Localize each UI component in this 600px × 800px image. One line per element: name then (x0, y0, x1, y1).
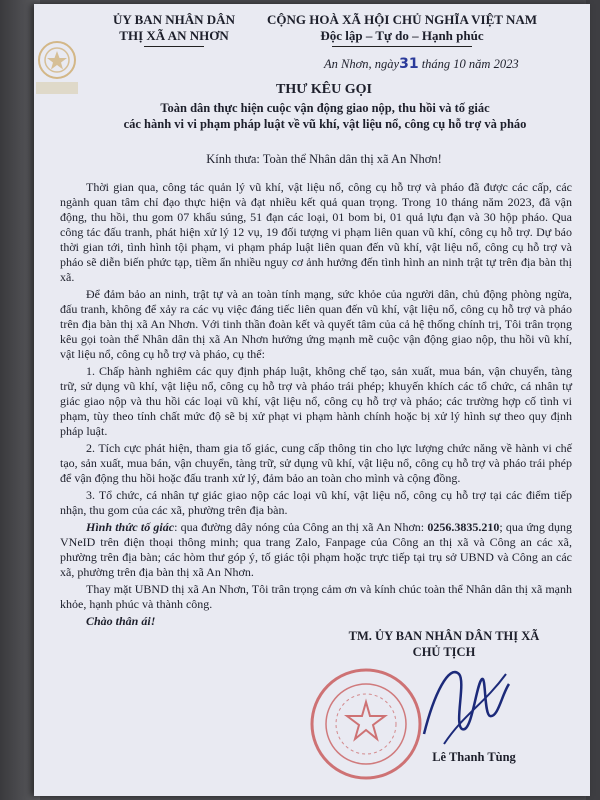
signatory-org: TM. ỦY BAN NHÂN DÂN THỊ XÃ (348, 629, 540, 643)
thanks-paragraph: Thay mặt UBND thị xã An Nhơn, Tôi trân trọng cảm ơn và kính chúc toàn thể Nhân dân thị xã mạnh khỏe, hạnh phúc và thành công. (60, 582, 572, 611)
handwritten-signature (414, 654, 514, 764)
national-title: CỘNG HOÀ XÃ HỘI CHỦ NGHĨA VIỆT NAM (266, 12, 538, 27)
signatory-title: CHỦ TỊCH (412, 645, 476, 659)
paragraph: 1. Chấp hành nghiêm các quy định pháp luật, không chế tạo, sản xuất, mua bán, vận chuyển, tàng trữ, sử dụng vũ khí, vật liệu nổ, công cụ hỗ trợ và pháo trái phép; khuyến khích các tổ chức, cá nhân tự giác giao nộp và thu hồi các loại vũ khí, vật liệu nổ, công cụ hỗ trợ và pháo; các trường hợp cố tình vi phạm, tùy theo tính chất mức độ sẽ bị xử phạt vi phạm hành chính hoặc bị xử lý hình sự theo quy định pháp luật. (60, 364, 572, 438)
signatory-name: Lê Thanh Tùng (432, 750, 516, 764)
greeting: Kính thưa: Toàn thể Nhân dân thị xã An Nhơn! (206, 152, 442, 166)
document-subtitle (70, 100, 580, 132)
paragraph: 2. Tích cực phát hiện, tham gia tố giác, cung cấp thông tin cho lực lượng chức năng về hành vi chế tạo, sản xuất, mua bán, vận chuyển, tàng trữ, sử dụng vũ khí, vật liệu nổ, công cụ hỗ trợ và pháo trái phép để vận động thu hồi hoặc đấu tranh xử lý, đảm bảo an toàn cho mình và cộng đồng. (60, 441, 572, 485)
issuer-header (89, 12, 259, 47)
document-body (60, 180, 572, 631)
report-paragraph (60, 520, 572, 580)
issuer-locality: THỊ XÃ AN NHƠN (119, 28, 229, 43)
date-prefix: An Nhơn, ngày (324, 57, 400, 71)
national-header (252, 12, 552, 47)
hotline-number: 0256.3835.210 (427, 520, 500, 534)
subtitle-line-1: Toàn dân thực hiện cuộc vận động giao nộp, thu hồi và tố giác (160, 101, 490, 115)
subtitle-line-2: các hành vi vi phạm pháp luật về vũ khí, vật liệu nổ, công cụ hỗ trợ và pháo (123, 117, 527, 131)
issuer-name: ỦY BAN NHÂN DÂN (113, 12, 235, 27)
red-seal-icon (306, 664, 426, 784)
report-label: Hình thức tố giác (86, 520, 175, 534)
closing: Chào thân ái! (86, 614, 156, 628)
date-day-handwritten: 31 (399, 56, 419, 72)
national-motto: Độc lập – Tự do – Hạnh phúc (320, 28, 484, 43)
place-date (324, 56, 519, 72)
motto-underline (332, 46, 472, 47)
header-underline (144, 46, 204, 47)
report-text: : qua đường dây nóng của Công an thị xã An Nhơn: (174, 520, 428, 534)
police-badge-icon (36, 36, 78, 98)
document-title: THƯ KÊU GỌI (276, 82, 372, 97)
document-page (34, 4, 590, 796)
paragraph: Thời gian qua, công tác quản lý vũ khí, vật liệu nổ, công cụ hỗ trợ và pháo đã được các cấp, các ngành quan tâm chỉ đạo thực hiện và đạt nhiều kết quả quan trọng. Trong 10 tháng năm 2023, đã vận động, thu hồi, thu gom 07 khẩu súng, 51 đạn các loại, 01 bom bi, 01 quả lựu đạn và 30 hộp pháo. Qua công tác đấu tranh, phát hiện xử lý 12 vụ, 19 đối tượng vi phạm liên quan vũ khí, công cụ hỗ trợ. Dự báo thời gian tới, tình hình tội phạm, vi phạm pháp luật liên quan đến vũ khí, vật liệu nổ, công cụ hỗ trợ và pháo sẽ diễn biến phức tạp, tiềm ẩn nhiều nguy cơ ảnh hưởng đến tình hình an ninh trật tự trên địa bàn thị xã. (60, 180, 572, 284)
report-text-rest: ; qua ứng dụng VNeID trên điện thoại thông minh; qua trang Zalo, Fanpage của Công an thị xã và Công an các xã, phường trên địa bàn; các hòm thư góp ý, tố giác tội phạm hoặc trực tiếp tại trụ sở UBND và Công an các xã, phường trên địa bàn thị xã An Nhơn. (60, 520, 572, 579)
date-suffix: tháng 10 năm 2023 (421, 57, 519, 71)
paragraph: 3. Tổ chức, cá nhân tự giác giao nộp các loại vũ khí, vật liệu nổ, công cụ hỗ trợ tại các điểm tiếp nhận, thu gom của các xã, phường trên địa bàn. (60, 488, 572, 517)
paragraph: Để đảm bảo an ninh, trật tự và an toàn tính mạng, sức khỏe của người dân, chủ động phòng ngừa, đấu tranh, không để xảy ra các vụ việc đáng tiếc liên quan đến vũ khí, vật liệu nổ, công cụ hỗ trợ và pháo trên địa bàn thị xã An Nhơn. Với tinh thần đoàn kết và quyết tâm của cả hệ thống chính trị, Tôi trân trọng kêu gọi toàn thể Nhân dân thị xã An Nhơn hưởng ứng mạnh mẽ cuộc vận động giao nộp, thu hồi vũ khí, vật liệu nổ, công cụ hỗ trợ và pháo, cụ thể: (60, 287, 572, 361)
